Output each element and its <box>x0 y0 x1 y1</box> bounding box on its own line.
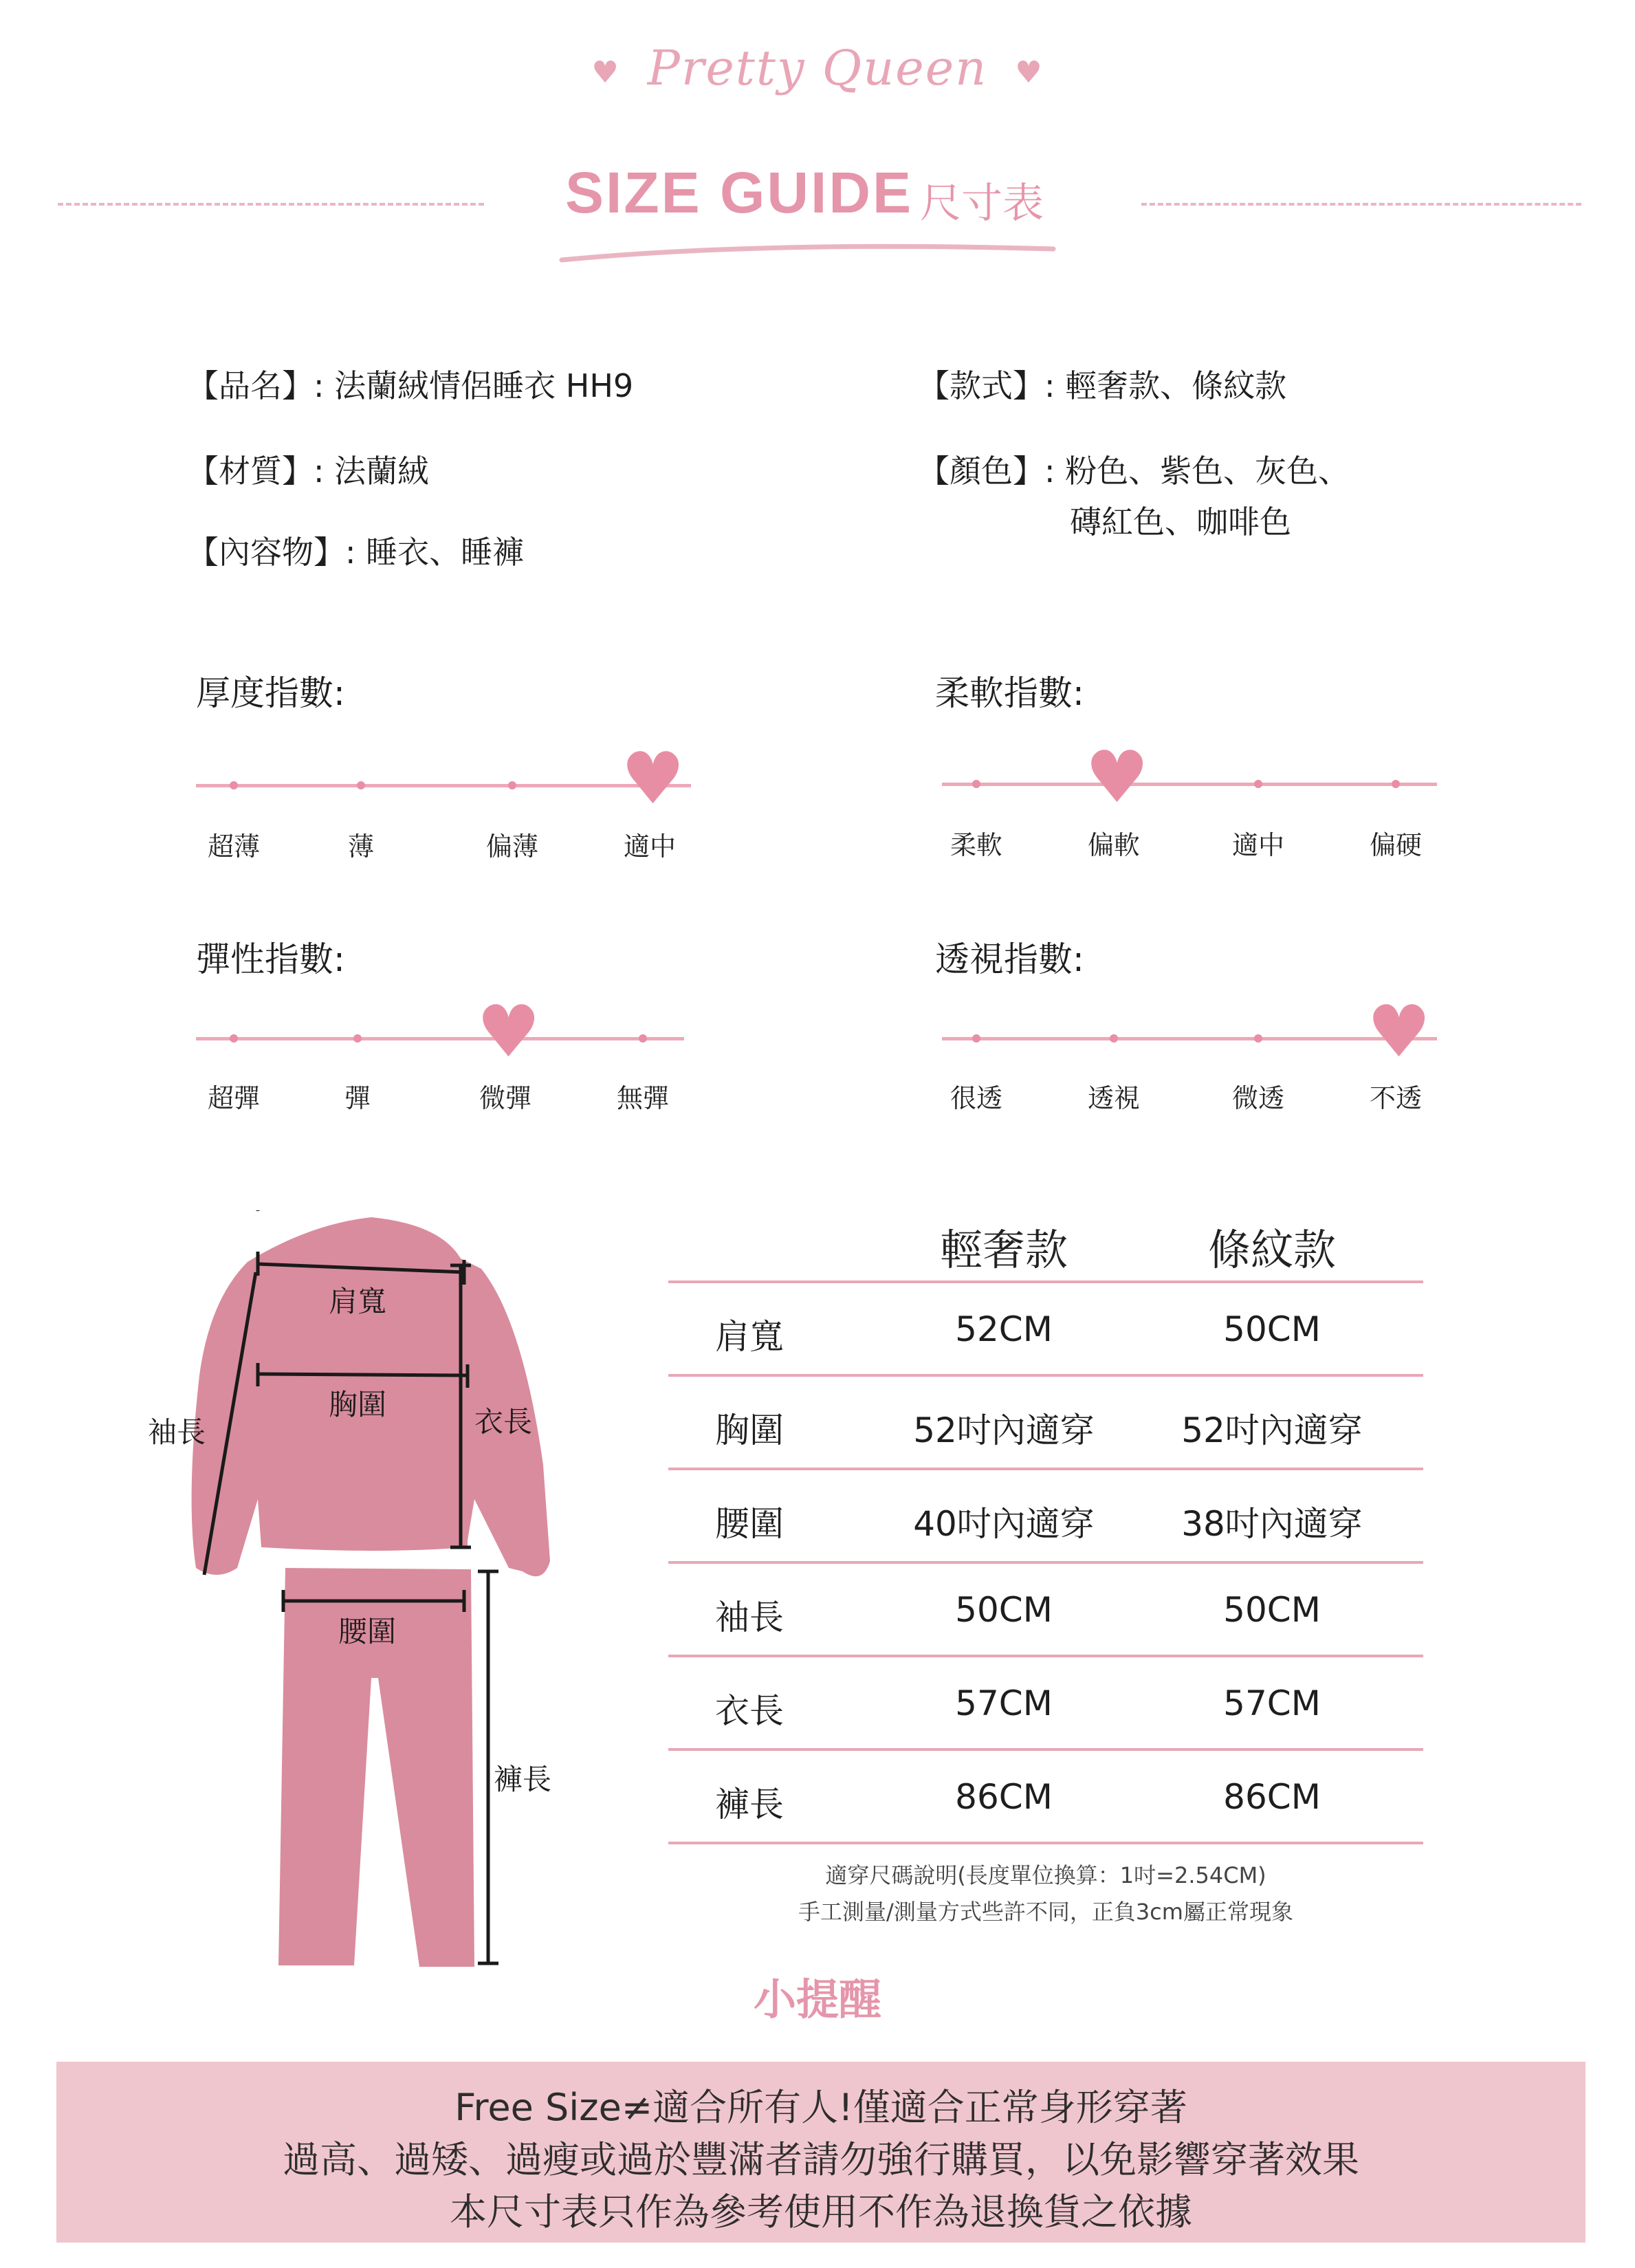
softness-selected-heart-icon: ♥ <box>1085 735 1150 819</box>
sheerness-scale-label: 很透 <box>950 1083 1002 1113</box>
sheerness-index-title: 透視指數: <box>935 939 1084 979</box>
brand-logo <box>0 40 1635 96</box>
label-chest: 胸圍 <box>329 1388 387 1421</box>
tip-line-1: Free Size≠適合所有人!僅適合正常身形穿著 <box>454 2086 1187 2129</box>
product-material: 【材質】: 法蘭絨 <box>187 452 430 490</box>
label-pants: 褲長 <box>494 1763 552 1796</box>
table-row-label: 腰圍 <box>715 1504 784 1544</box>
thickness-selected-heart-icon: ♥ <box>621 737 685 820</box>
label-length: 衣長 <box>474 1405 533 1439</box>
table-row-divider <box>668 1655 1423 1657</box>
table-row-divider <box>668 1468 1423 1470</box>
elasticity-index-title: 彈性指數: <box>196 939 345 979</box>
table-row-divider <box>668 1374 1423 1377</box>
softness-scale-label: 偏硬 <box>1369 830 1422 860</box>
product-colors: 【顏色】: 粉色、紫色、灰色、 <box>918 452 1350 490</box>
product-contents: 【內容物】: 睡衣、睡褲 <box>187 534 525 571</box>
product-name: 【品名】: 法蘭絨情侶睡衣 HH9 <box>187 367 634 404</box>
brand-name: Pretty Queen <box>647 40 988 96</box>
sheerness-scale-dot <box>1110 1034 1118 1043</box>
softness-index-title: 柔軟指數: <box>935 673 1084 713</box>
table-row-divider <box>668 1748 1423 1751</box>
table-cell-luxury: 50CM <box>955 1590 1053 1630</box>
table-row-label: 胸圍 <box>715 1410 784 1450</box>
sheerness-scale-dot <box>1254 1034 1262 1043</box>
softness-scale-dot <box>1392 780 1400 788</box>
sheerness-selected-heart-icon: ♥ <box>1367 990 1431 1073</box>
thickness-scale-dot <box>357 781 365 789</box>
softness-scale-dot <box>972 780 980 788</box>
sheerness-scale-label: 透視 <box>1087 1083 1140 1113</box>
table-cell-luxury: 52CM <box>955 1309 1053 1349</box>
table-header-divider <box>668 1280 1423 1283</box>
elasticity-scale-dot <box>639 1034 647 1043</box>
table-cell-luxury: 86CM <box>955 1777 1053 1817</box>
table-cell-luxury: 40吋內適穿 <box>913 1504 1095 1544</box>
heart-icon: ♥ <box>591 54 620 90</box>
product-style: 【款式】: 輕奢款、條紋款 <box>918 367 1287 404</box>
heart-icon: ♥ <box>1015 54 1044 90</box>
thickness-index-title: 厚度指數: <box>196 673 345 713</box>
table-cell-stripe: 86CM <box>1223 1777 1321 1817</box>
table-row-divider <box>668 1561 1423 1564</box>
thickness-scale-line <box>196 784 691 787</box>
thickness-scale-label: 偏薄 <box>485 831 538 862</box>
product-colors-cont: 磚紅色、咖啡色 <box>1070 503 1291 541</box>
table-header-stripe: 條紋款 <box>1207 1225 1336 1275</box>
table-row-label: 袖長 <box>715 1598 784 1637</box>
thickness-scale-label: 薄 <box>347 831 374 862</box>
table-row-divider <box>668 1842 1423 1844</box>
elasticity-scale-label: 微彈 <box>479 1083 531 1113</box>
pajama-figure <box>138 1210 584 1974</box>
page-subtitle: 尺寸表 <box>920 179 1044 228</box>
table-row-label: 衣長 <box>715 1691 784 1731</box>
page-title: SIZE GUIDE <box>565 160 914 225</box>
tip-line-2: 過高、過矮、過瘦或過於豐滿者請勿強行購買，以免影響穿著效果 <box>283 2138 1359 2181</box>
table-row-label: 肩寬 <box>715 1317 784 1357</box>
softness-scale-line <box>942 783 1437 786</box>
tip-line-3: 本尺寸表只作為參考使用不作為退換貨之依據 <box>450 2190 1192 2234</box>
divider-right <box>1141 203 1581 206</box>
sheerness-scale-line <box>942 1037 1437 1040</box>
table-cell-stripe: 50CM <box>1223 1309 1321 1349</box>
elasticity-selected-heart-icon: ♥ <box>476 990 541 1073</box>
sheerness-scale-label: 微透 <box>1231 1083 1284 1113</box>
elasticity-scale-label: 無彈 <box>616 1083 669 1113</box>
thickness-scale-dot <box>508 781 516 789</box>
table-cell-stripe: 50CM <box>1223 1590 1321 1630</box>
table-row-label: 褲長 <box>715 1785 784 1824</box>
sheerness-scale-dot <box>972 1034 980 1043</box>
elasticity-scale-line <box>196 1037 684 1040</box>
softness-scale-label: 適中 <box>1231 830 1284 860</box>
softness-scale-dot <box>1254 780 1262 788</box>
sheerness-scale-label: 不透 <box>1369 1083 1422 1113</box>
table-cell-luxury: 57CM <box>955 1683 1053 1723</box>
thickness-scale-dot <box>230 781 238 789</box>
label-waist: 腰圍 <box>338 1615 397 1648</box>
softness-scale-label: 柔軟 <box>950 830 1002 860</box>
label-shoulder: 肩寬 <box>329 1285 387 1318</box>
measure-note: 手工測量/測量方式些許不同，正負3cm屬正常現象 <box>798 1899 1293 1925</box>
elasticity-scale-dot <box>353 1034 362 1043</box>
table-header-luxury: 輕奢款 <box>939 1225 1068 1275</box>
thickness-scale-label: 適中 <box>623 831 676 862</box>
elasticity-scale-label: 彈 <box>344 1083 371 1113</box>
divider-left <box>58 203 484 206</box>
table-cell-stripe: 52吋內適穿 <box>1181 1410 1363 1450</box>
softness-scale-label: 偏軟 <box>1087 830 1140 860</box>
table-cell-stripe: 38吋內適穿 <box>1181 1504 1363 1544</box>
table-cell-luxury: 52吋內適穿 <box>913 1410 1095 1450</box>
elasticity-scale-dot <box>230 1034 238 1043</box>
elasticity-scale-label: 超彈 <box>207 1083 260 1113</box>
thickness-scale-label: 超薄 <box>207 831 260 862</box>
size-note: 適穿尺碼說明(長度單位換算：1吋=2.54CM) <box>825 1862 1266 1888</box>
table-cell-stripe: 57CM <box>1223 1683 1321 1723</box>
tips-title: 小提醒 <box>753 1974 881 2025</box>
title-underline <box>558 235 1060 270</box>
label-sleeve: 袖長 <box>148 1415 206 1449</box>
